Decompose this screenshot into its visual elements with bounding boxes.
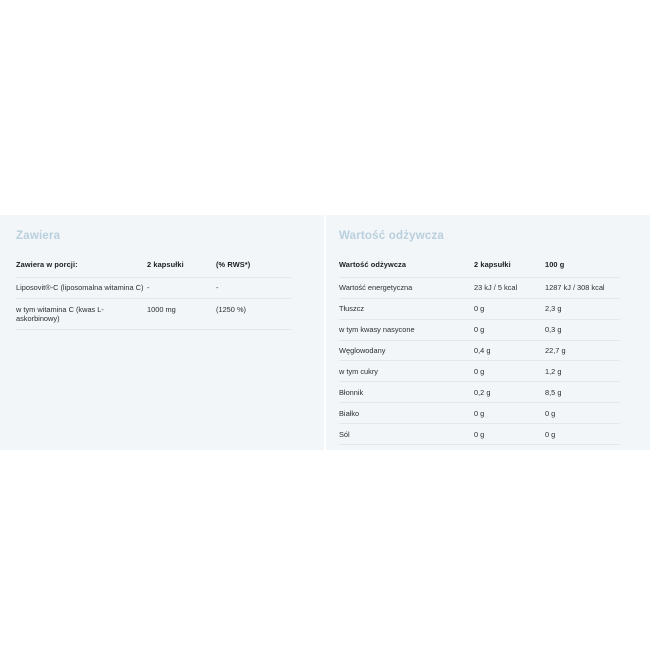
- contains-header-ingredient: Zawiera w porcji:: [16, 260, 78, 269]
- contains-table: [16, 260, 291, 330]
- table-row: [339, 403, 620, 424]
- nutrition-row-1-label: Tłuszcz: [339, 303, 365, 313]
- table-header-row: [16, 260, 291, 277]
- nutrition-header-name: Wartość odżywcza: [339, 260, 407, 269]
- nutrition-row-2-serving: 0 g: [474, 324, 485, 334]
- contains-header-rws: (% RWS*): [216, 260, 251, 269]
- nutrition-row-7-serving: 0 g: [474, 429, 485, 439]
- contains-row-1-rws: (1250 %): [216, 304, 246, 314]
- nutrition-row-2-label: w tym kwasy nasycone: [339, 324, 415, 334]
- table-row: [339, 340, 620, 361]
- contains-table-head: [16, 260, 291, 277]
- contains-row-0-label: Liposovit®-C (liposomalna witamina C): [16, 283, 144, 293]
- nutrition-table-head: [339, 260, 620, 277]
- nutrition-row-6-label: Białko: [339, 408, 360, 418]
- table-row: [16, 299, 291, 330]
- table-row: [339, 277, 620, 298]
- nutrition-row-3-serving: 0,4 g: [474, 345, 491, 355]
- table-row: [339, 319, 620, 340]
- nutrition-row-7-label: Sól: [339, 429, 350, 439]
- table-row: [339, 382, 620, 403]
- nutrition-row-0-serving: 23 kJ / 5 kcal: [474, 282, 518, 292]
- nutrition-table: [339, 260, 620, 445]
- nutrition-table-body: [339, 277, 620, 445]
- nutrition-row-4-per100g: 1,2 g: [545, 366, 562, 376]
- nutrition-row-5-per100g: 8,5 g: [545, 387, 562, 397]
- nutrition-row-1-serving: 0 g: [474, 303, 485, 313]
- table-row: [339, 361, 620, 382]
- contains-row-0-rws: -: [216, 283, 219, 293]
- nutrition-panel-title: Wartość odżywcza: [339, 230, 445, 242]
- nutrition-row-1-per100g: 2,3 g: [545, 303, 562, 313]
- nutrition-row-4-label: w tym cukry: [339, 366, 379, 376]
- nutrition-row-0-per100g: 1287 kJ / 308 kcal: [545, 282, 605, 292]
- contains-row-1-label: w tym witamina C (kwas L-askorbinowy): [16, 304, 104, 324]
- nutrition-row-6-per100g: 0 g: [545, 408, 556, 418]
- contains-row-1-serving: 1000 mg: [147, 304, 176, 314]
- contains-header-serving: 2 kapsułki: [147, 260, 184, 269]
- nutrition-panel: [326, 215, 650, 450]
- nutrition-row-3-per100g: 22,7 g: [545, 345, 566, 355]
- table-row: [339, 298, 620, 319]
- nutrition-row-4-serving: 0 g: [474, 366, 485, 376]
- nutrition-header-serving: 2 kapsułki: [474, 260, 511, 269]
- nutrition-header-per100g: 100 g: [545, 260, 565, 269]
- table-row: [339, 424, 620, 445]
- nutrition-row-3-label: Węglowodany: [339, 345, 386, 355]
- contains-panel-title: Zawiera: [16, 230, 61, 242]
- nutrition-row-5-serving: 0,2 g: [474, 387, 491, 397]
- nutrition-row-6-serving: 0 g: [474, 408, 485, 418]
- nutrition-row-5-label: Błonnik: [339, 387, 364, 397]
- nutrition-row-2-per100g: 0,3 g: [545, 324, 562, 334]
- table-row: [16, 277, 291, 299]
- panels-container: [0, 215, 650, 450]
- nutrition-row-0-label: Wartość energetyczna: [339, 282, 413, 292]
- contains-table-body: [16, 277, 291, 330]
- table-header-row: [339, 260, 620, 277]
- contains-panel: [0, 215, 324, 450]
- nutrition-row-7-per100g: 0 g: [545, 429, 556, 439]
- contains-row-0-serving: -: [147, 283, 150, 293]
